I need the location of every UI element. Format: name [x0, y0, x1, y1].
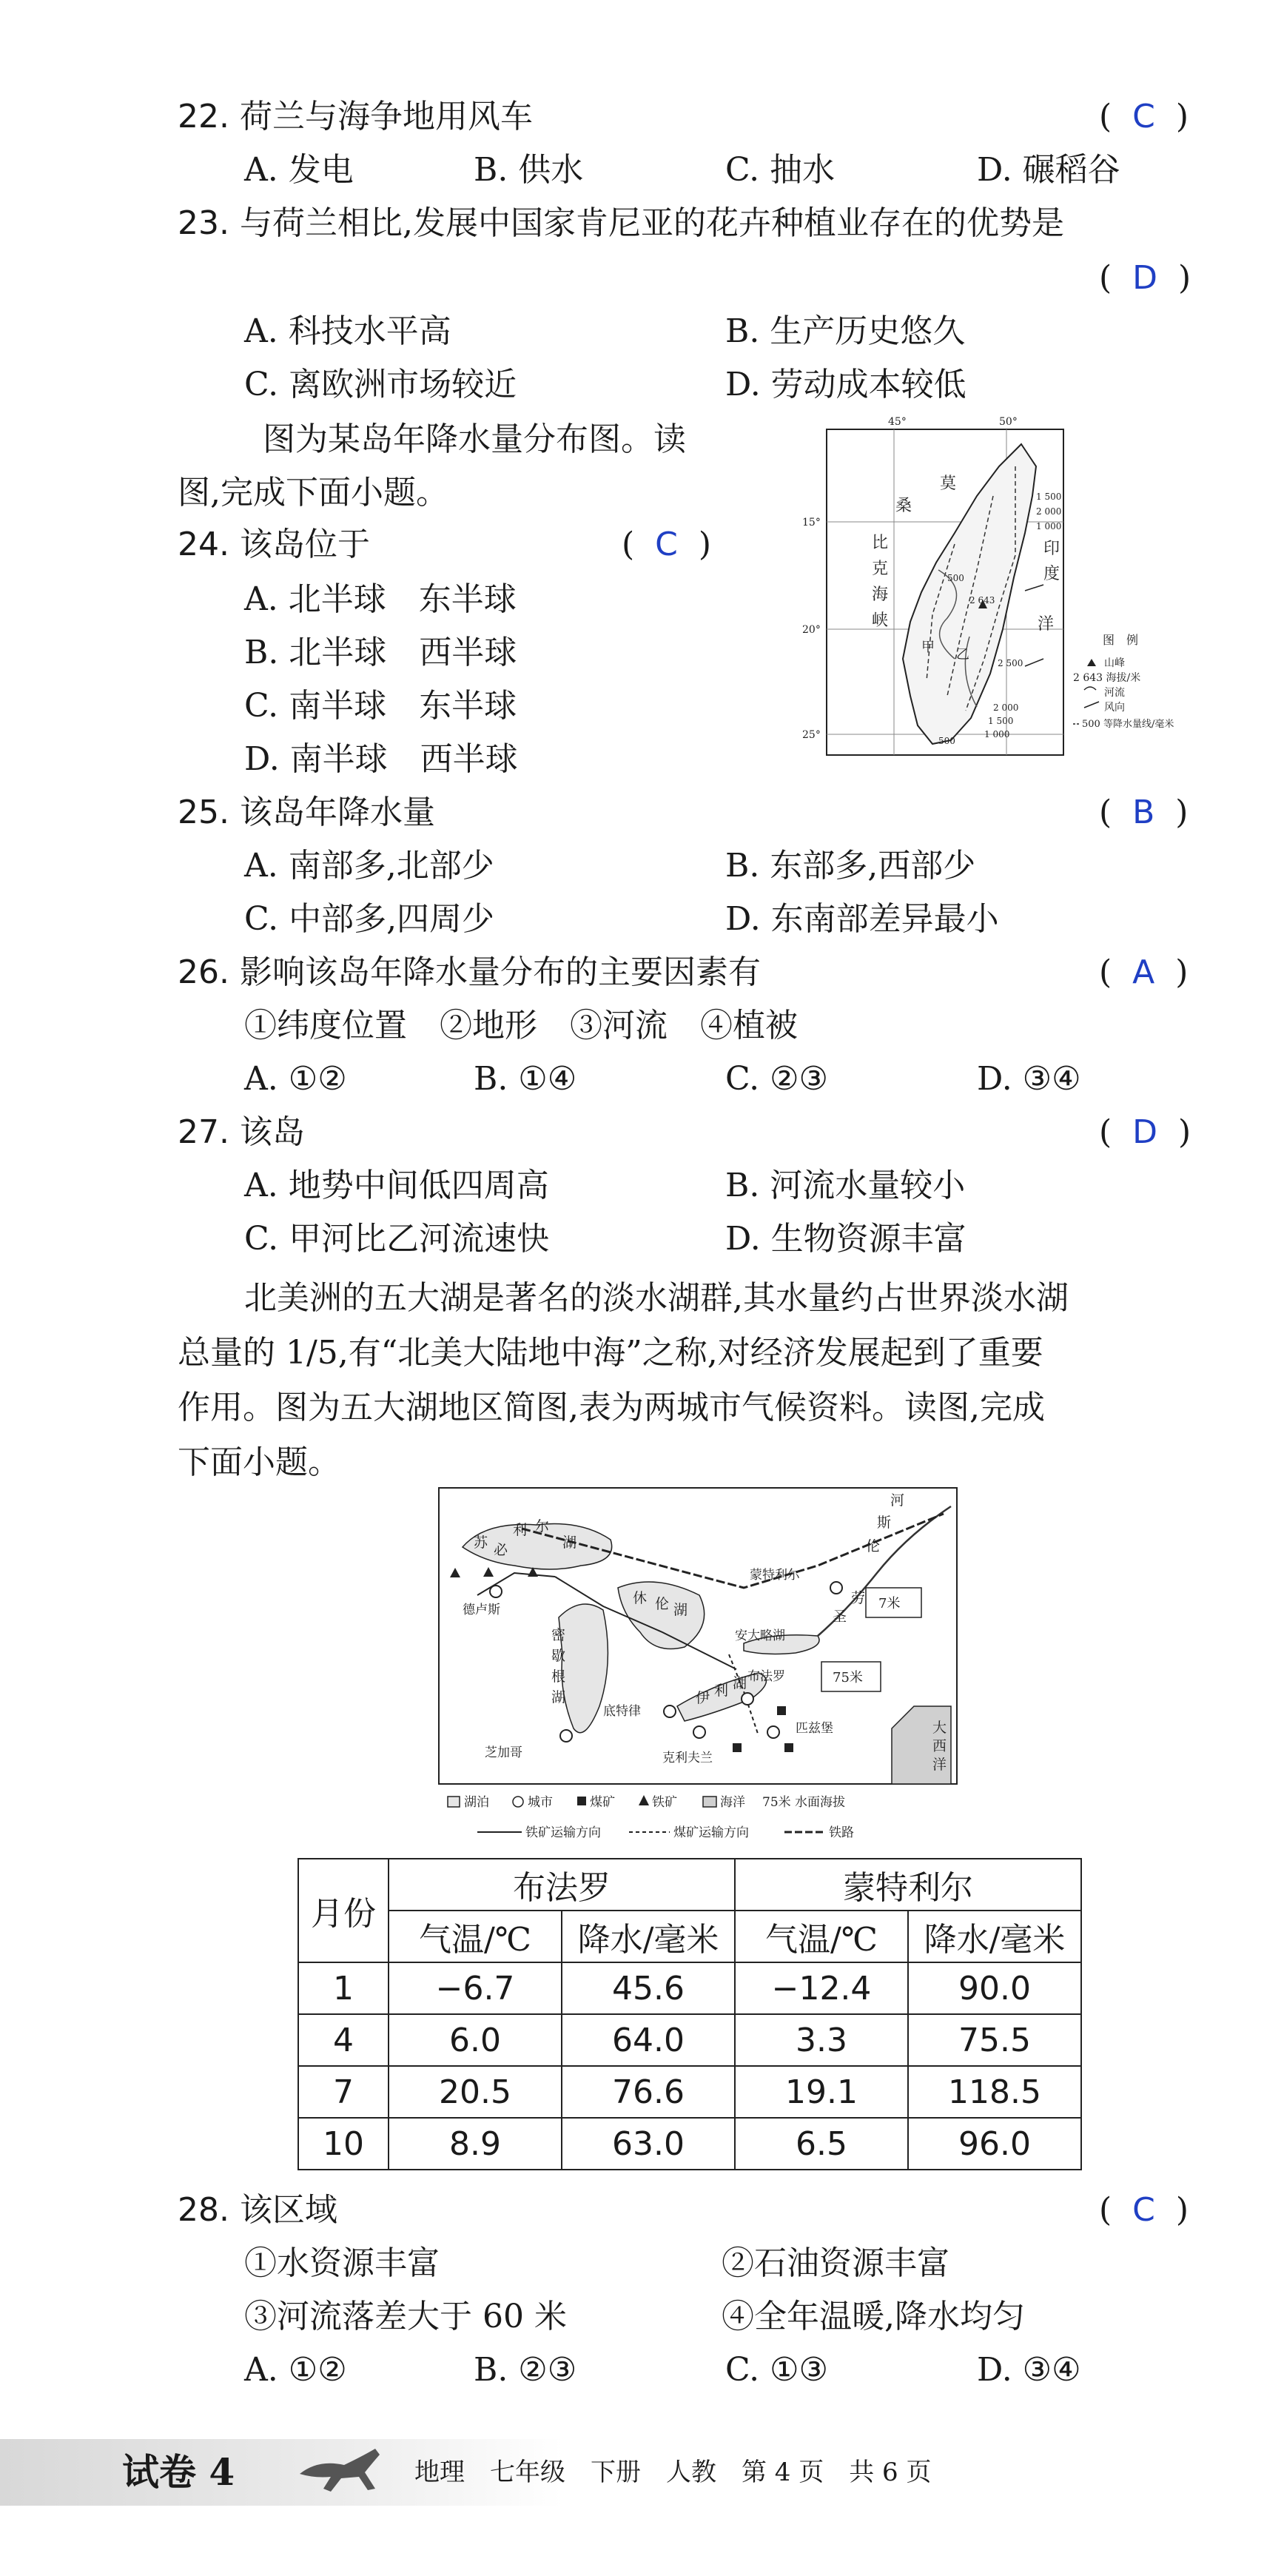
- lakes-intro-line4: 下面小题。: [178, 1443, 340, 1481]
- legend-item: 75米 水面海拔: [762, 1795, 846, 1810]
- table-cell: 75.5: [908, 2014, 1081, 2066]
- legend-title: 图 例: [1103, 633, 1139, 647]
- lake-label: 歇: [551, 1648, 566, 1664]
- island-lat-label: 20°: [802, 624, 821, 636]
- island-lat-label: 25°: [802, 729, 821, 741]
- city-label: 底特律: [603, 1704, 641, 1719]
- great-lakes-map: [433, 1484, 966, 1854]
- q27-answer: D: [1132, 1113, 1158, 1151]
- table-cell: 6.5: [735, 2118, 908, 2170]
- table-subheader: 降水/毫米: [562, 1911, 735, 1962]
- q22-option-d: D. 碾稻谷: [977, 151, 1120, 189]
- lake-label: 根: [551, 1668, 566, 1685]
- footer-label: 试卷 4: [122, 2450, 235, 2494]
- legend-item: 煤矿: [590, 1795, 615, 1810]
- q28-statement: ②石油资源丰富: [722, 2244, 949, 2282]
- city-label: 德卢斯: [463, 1603, 500, 1617]
- lake-label: 密: [551, 1627, 566, 1643]
- q25-option-b: B. 东部多,西部少: [725, 847, 976, 885]
- q24-answer: C: [655, 526, 678, 563]
- q26-answer-box: ( A ): [1099, 953, 1189, 991]
- q28-stem: 28. 该区域: [178, 2191, 337, 2229]
- lake-label: 尔: [535, 1518, 550, 1534]
- table-subheader: 气温/℃: [389, 1911, 562, 1962]
- lakes-intro-line3: 作用。图为五大湖地区简图,表为两城市气候资料。读图,完成: [178, 1389, 1045, 1426]
- q27-option-c: C. 甲河比乙河流速快: [244, 1220, 550, 1258]
- table-header-city: 布法罗: [389, 1859, 735, 1911]
- lake-label: 利: [513, 1522, 528, 1538]
- legend-item: 河流: [1104, 687, 1125, 699]
- table-header-city: 蒙特利尔: [735, 1859, 1081, 1911]
- island-lon-label: 50°: [999, 416, 1018, 428]
- q28-statement: ③河流落差大于 60 米: [244, 2298, 567, 2335]
- legend-item: 城市: [528, 1795, 553, 1810]
- table-cell: 76.6: [562, 2066, 735, 2118]
- legend-item: 风向: [1104, 702, 1125, 714]
- q22-option-b: B. 供水: [474, 151, 584, 189]
- legend-item: 湖泊: [464, 1795, 489, 1810]
- ocean-label: 大: [932, 1720, 947, 1736]
- q28-option-b: B. ②③: [474, 2351, 577, 2389]
- lake-label: 休: [633, 1590, 648, 1606]
- q27-answer-box: ( D ): [1099, 1113, 1191, 1151]
- q22-answer: C: [1132, 98, 1155, 135]
- map-place-label: 比: [872, 534, 889, 552]
- elevation-label: 75米: [833, 1670, 863, 1686]
- table-cell: 19.1: [735, 2066, 908, 2118]
- island-lon-label: 45°: [888, 416, 907, 428]
- q23-answer: D: [1132, 259, 1158, 297]
- lakes-intro-line1: 北美洲的五大湖是著名的淡水湖群,其水量约占世界淡水湖: [244, 1279, 1069, 1317]
- table-cell: 1: [298, 1962, 389, 2014]
- q24-option-a: A. 北半球 东半球: [244, 580, 517, 618]
- isohyet-label: 1 500: [988, 716, 1014, 726]
- legend-item: 500 等降水量线/毫米: [1082, 719, 1174, 730]
- table-cell: −12.4: [735, 1962, 908, 2014]
- footer-info: 地理 七年级 下册 人教 第 4 页 共 6 页: [414, 2458, 932, 2487]
- ocean-label: 洋: [932, 1757, 947, 1773]
- isohyet-label: 1 500: [1036, 492, 1062, 502]
- island-lat-label: 15°: [802, 517, 821, 529]
- q25-option-d: D. 东南部差异最小: [725, 900, 999, 938]
- q24-option-b: B. 北半球 西半球: [244, 634, 517, 671]
- ocean-label: 西: [932, 1738, 947, 1754]
- table-cell: 20.5: [389, 2066, 562, 2118]
- map-place-label: 度: [1043, 565, 1060, 583]
- q26-option-c: C. ②③: [725, 1060, 828, 1098]
- table-cell: 63.0: [562, 2118, 735, 2170]
- isohyet-label: 1 000: [1036, 521, 1062, 531]
- lake-label: 湖: [562, 1534, 577, 1551]
- table-cell: 6.0: [389, 2014, 562, 2066]
- map-place-label: 桑: [895, 497, 912, 515]
- river-label: 劳: [851, 1590, 866, 1606]
- legend-item: 2 643 海拔/米: [1073, 672, 1141, 684]
- table-row: [298, 2118, 1081, 2170]
- q28-answer-box: ( C ): [1099, 2191, 1189, 2229]
- q28-option-a: A. ①②: [244, 2351, 347, 2389]
- q27-option-a: A. 地势中间低四周高: [244, 1167, 549, 1204]
- river-label: 河: [890, 1492, 905, 1509]
- q22-answer-box: ( C ): [1099, 98, 1189, 135]
- table-cell: −6.7: [389, 1962, 562, 2014]
- q25-option-a: A. 南部多,北部少: [244, 847, 494, 885]
- table-cell: 3.3: [735, 2014, 908, 2066]
- table-row: [298, 2066, 1081, 2118]
- lake-label: 安大略湖: [735, 1629, 785, 1643]
- legend-item: 铁矿: [652, 1795, 677, 1810]
- lake-label: 伊: [696, 1690, 710, 1706]
- city-label: 克利夫兰: [662, 1751, 713, 1765]
- isohyet-label: 2 000: [993, 702, 1019, 713]
- legend-item: 铁路: [829, 1825, 854, 1840]
- q23-option-d: D. 劳动成本较低: [725, 366, 967, 403]
- q25-answer: B: [1132, 794, 1155, 831]
- table-cell: 96.0: [908, 2118, 1081, 2170]
- island-intro-line1: 图为某岛年降水量分布图。读: [263, 420, 686, 458]
- lake-label: 必: [494, 1542, 508, 1558]
- table-header-month: 月份: [298, 1859, 389, 1962]
- q24-stem: 24. 该岛位于: [178, 526, 370, 563]
- q22-option-c: C. 抽水: [725, 151, 836, 189]
- isohyet-label: 2 000: [1036, 506, 1062, 517]
- q23-stem: 23. 与荷兰相比,发展中国家肯尼亚的花卉种植业存在的优势是: [178, 204, 1064, 242]
- q28-statement: ①水资源丰富: [244, 2244, 440, 2282]
- table-row: [298, 2014, 1081, 2066]
- isohyet-label: 500: [947, 573, 964, 583]
- island-map: [799, 415, 1228, 774]
- horse-icon: [292, 2443, 403, 2498]
- lake-label: 湖: [551, 1689, 566, 1705]
- q27-stem: 27. 该岛: [178, 1113, 305, 1151]
- legend-item: 山峰: [1104, 657, 1125, 669]
- q22-stem: 22. 荷兰与海争地用风车: [178, 98, 533, 135]
- table-cell: 90.0: [908, 1962, 1081, 2014]
- q28-answer: C: [1132, 2191, 1155, 2229]
- q23-option-a: A. 科技水平高: [244, 312, 451, 350]
- city-label: 芝加哥: [485, 1745, 522, 1760]
- table-cell: 118.5: [908, 2066, 1081, 2118]
- legend-item: 海洋: [720, 1795, 745, 1810]
- map-place-label: 乙: [956, 647, 969, 663]
- table-subheader: 降水/毫米: [908, 1911, 1081, 1962]
- table-cell: 7: [298, 2066, 389, 2118]
- table-cell: 4: [298, 2014, 389, 2066]
- lakes-intro-line2: 总量的 1/5,有“北美大陆地中海”之称,对经济发展起到了重要: [178, 1334, 1043, 1372]
- q23-answer-box: ( D ): [1099, 259, 1191, 297]
- q23-option-c: C. 离欧洲市场较近: [244, 366, 517, 403]
- island-intro-line2: 图,完成下面小题。: [178, 474, 448, 511]
- city-label: 匹兹堡: [796, 1721, 833, 1736]
- table-cell: 8.9: [389, 2118, 562, 2170]
- q26-option-b: B. ①④: [474, 1060, 577, 1098]
- table-cell: 64.0: [562, 2014, 735, 2066]
- q27-option-d: D. 生物资源丰富: [725, 1220, 967, 1258]
- q28-statement: ④全年温暖,降水均匀: [722, 2298, 1025, 2335]
- q26-factors: ①纬度位置 ②地形 ③河流 ④植被: [244, 1007, 798, 1044]
- city-label: 蒙特利尔: [750, 1568, 800, 1583]
- q27-option-b: B. 河流水量较小: [725, 1167, 966, 1204]
- q24-option-d: D. 南半球 西半球: [244, 740, 518, 778]
- river-label: 圣: [833, 1609, 847, 1625]
- lake-label: 湖: [733, 1675, 747, 1691]
- map-place-label: 洋: [1038, 615, 1055, 634]
- table-subheader: 气温/℃: [735, 1911, 908, 1962]
- q25-stem: 25. 该岛年降水量: [178, 794, 435, 831]
- q26-option-d: D. ③④: [977, 1060, 1081, 1098]
- isohyet-label: 2 500: [998, 658, 1023, 668]
- q28-option-d: D. ③④: [977, 2351, 1081, 2389]
- lake-label: 苏: [474, 1534, 488, 1551]
- isohyet-label: 500: [938, 736, 955, 746]
- map-place-label: 海: [872, 586, 889, 604]
- q24-answer-box: ( C ): [622, 526, 712, 563]
- q25-option-c: C. 中部多,四周少: [244, 900, 495, 938]
- city-label: 布法罗: [747, 1669, 785, 1684]
- q26-stem: 26. 影响该岛年降水量分布的主要因素有: [178, 953, 761, 991]
- q26-answer: A: [1132, 953, 1155, 991]
- q22-option-a: A. 发电: [244, 151, 354, 189]
- q25-answer-box: ( B ): [1099, 794, 1189, 831]
- legend-item: 铁矿运输方向: [525, 1825, 601, 1840]
- table-cell: 10: [298, 2118, 389, 2170]
- lake-label: 利: [714, 1683, 729, 1699]
- lake-label: 伦: [655, 1596, 670, 1612]
- lake-label: 湖: [673, 1602, 688, 1618]
- map-place-label: 印: [1043, 540, 1060, 558]
- elevation-label: 7米: [878, 1596, 901, 1611]
- legend-item: 煤矿运输方向: [673, 1825, 749, 1840]
- climate-table: [297, 1858, 1082, 2170]
- map-place-label: 甲: [921, 640, 935, 655]
- map-place-label: 峡: [872, 611, 889, 630]
- map-place-label: 莫: [940, 474, 957, 493]
- river-label: 斯: [877, 1515, 892, 1531]
- q28-option-c: C. ①③: [725, 2351, 828, 2389]
- river-label: 伦: [866, 1538, 881, 1554]
- isohyet-label: 1 000: [984, 729, 1010, 739]
- peak-elevation: 2 643: [969, 595, 995, 606]
- table-cell: 45.6: [562, 1962, 735, 2014]
- q26-option-a: A. ①②: [244, 1060, 347, 1098]
- q24-option-c: C. 南半球 东半球: [244, 687, 517, 725]
- q23-option-b: B. 生产历史悠久: [725, 312, 966, 350]
- map-place-label: 克: [872, 560, 889, 578]
- table-row: [298, 1962, 1081, 2014]
